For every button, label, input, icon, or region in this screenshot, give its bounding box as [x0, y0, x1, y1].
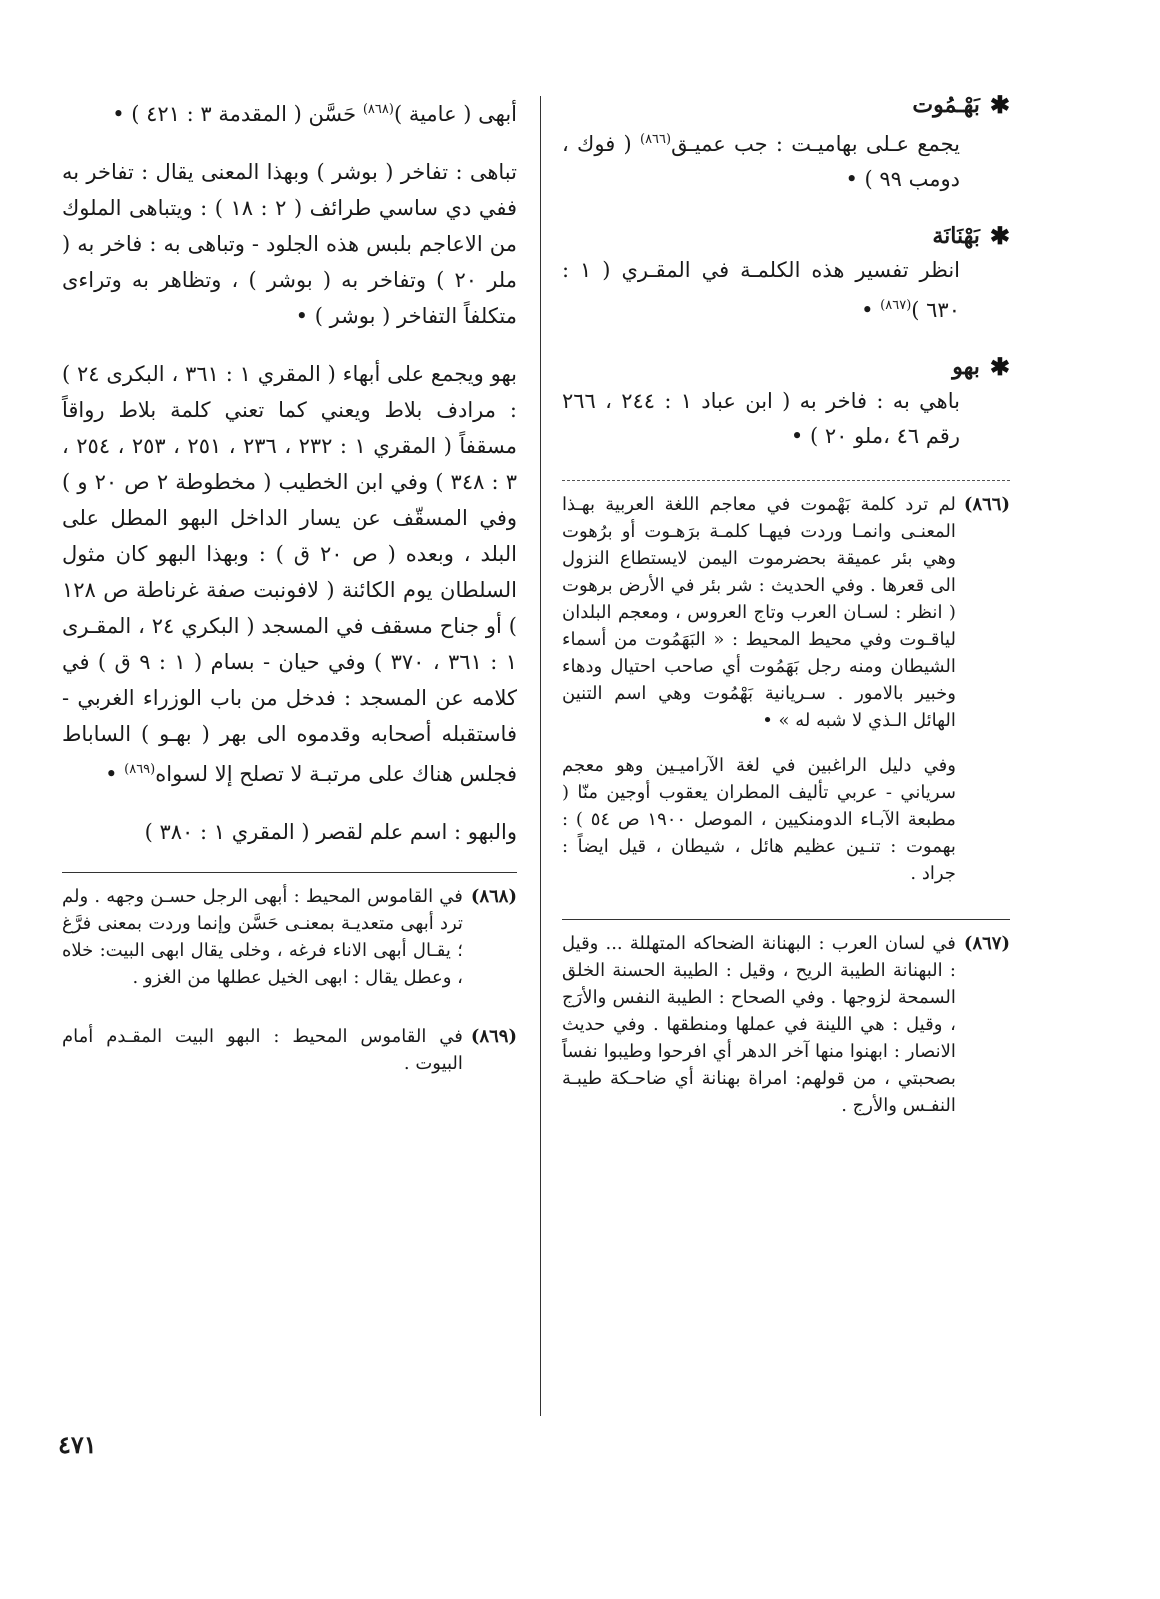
paragraph-bahw: [62, 356, 517, 792]
footnote-number: (٨٦٦): [963, 494, 1010, 515]
asterisk-icon: ✱: [989, 221, 1010, 250]
paragraph-albahw: [62, 814, 517, 850]
footnote-separator: [562, 480, 1010, 481]
paragraph-text: أبهى ( عامية ): [393, 102, 517, 126]
headword-text: بَهْنَانَة: [932, 223, 980, 249]
entry-bahnana: [562, 223, 1010, 328]
column-divider: [540, 96, 541, 1416]
entry-text: انظر تفسير هذه الكلمـة في المقـري ( ١ : ٦٣٠ ): [562, 258, 960, 322]
entry-text-cont: ( فوك ، دومب ٩٩ ) •: [562, 132, 960, 191]
footnote-separator: [562, 919, 1010, 920]
headword: [562, 92, 1010, 118]
entry-body: [562, 122, 1010, 197]
footnote-ref[interactable]: (٨٦٩): [124, 762, 156, 777]
paragraph-text-cont: •: [105, 762, 118, 786]
footnote-paragraph: لم ترد كلمة بَهْموت في معاجم اللغة العربية بهـذا المعنـى وانمـا وردت فيهـا كلمـة برَهـوت أو برُهوت وهي بئر عميقة بحضرموت اليمن لايستطاع النزول الى قعرها . وفي الحديث : شر بئر في الأرض برهوت ( انظر : لسـان العرب وتاج العروس ، ومعجم البلدان لياقـوت وفي محيط المحيط : « البَهَمُوت من أسماء الشيطان ومنه رجل بَهَمُوت أي صاحب احتيال ودهاء وخبير بالامور . سـريانية بَهْمُوت وهي اسم التنين الهائل الـذي لا شبه له » •: [562, 494, 956, 731]
entry-body: [562, 253, 1010, 328]
footnote-867: [562, 930, 1010, 1137]
paragraph-abha: [62, 92, 517, 132]
paragraph-text: تباهى : تفاخر ( بوشر ) وبهذا المعنى يقال : تفاخر به ففي دي ساسي طرائف ( ٢ : ١٨ ) : ويتباهى الملوك من الاعاجم بلبس هذه الجلود - وتباهى به : فاخر به ( ملر ٢٠ ) وتفاخر به ( بوشر ) ، وتظاهر به وتراءى متكلفاً التفاخر ( بوشر ) •: [62, 160, 517, 328]
entry-body: [562, 384, 1010, 454]
entry-bahmut: [562, 92, 1010, 197]
footnote-ref[interactable]: (٨٦٧): [880, 298, 912, 313]
footnote-text: [562, 491, 956, 905]
headword-text: بَهْـمُوت: [912, 92, 980, 118]
footnote-866: [562, 491, 1010, 905]
entry-text: باهي به : فاخر به ( ابن عباد ١ : ٢٤٤ ، ٢٦٦ رقم ٤٦ ،ملو ٢٠ ) •: [562, 389, 960, 448]
footnote-paragraph: في لسان العرب : البهنانة الضحاكه المتهللة ... وقيل : البهنانة الطيبة الريح ، وقيل : الطيبة الحسنة الخلق السمحة لزوجها . وفي الصحاح : الطيبة النفس والأرَج ، وقيل : هي اللينة في عملها ومنطقها . وفي حديث الانصار : ابهنوا منها آخر الدهر أي افرحوا وطيبوا نفساً بصحبتي ، من قولهم: امراة بهنانة أي ضاحـكة طيبـة النفـس والأرج .: [562, 933, 956, 1116]
footnote-separator: [62, 872, 517, 873]
footnote-number: (٨٦٩): [470, 1026, 517, 1047]
paragraph-text: والبهو : اسم علم لقصر ( المقري ١ : ٣٨٠ ): [144, 820, 517, 844]
footnote-paragraph: في القاموس المحيط : أبهى الرجل حسـن وجهه . ولم ترد أبهى متعديـة بمعنـى حَسَّن وإنما وردت بمعنى فرَّغ ؛ يقـال أبهى الاناء فرغه ، وخلى يقال ابهى البيت: خلاه ، وعطل يقال : ابهى الخيل عطلها من الغزو .: [62, 886, 463, 988]
footnote-ref[interactable]: (٨٦٦): [640, 132, 672, 147]
footnote-paragraph: في القاموس المحيط : البهو البيت المقـدم أمام البيوت .: [62, 1026, 463, 1074]
footnote-869: [62, 1023, 517, 1095]
footnote-number: (٨٦٧): [963, 933, 1010, 954]
entry-text: يجمع عـلى بهاميـت : جب عميـق: [671, 132, 960, 156]
footnote-paragraph: وفي دليل الراغبين في لغة الآراميـين وهو معجم سرياني - عربي تأليف المطران يعقوب أوجين منّا ( مطبعة الآبـاء الدومنكيين ، الموصل ١٩٠٠ ص ٥٤ ) : بهموت : تنـين عظيم هائل ، شيطان ، قيل ايضاً : جراد .: [562, 755, 956, 884]
headword: [562, 354, 1010, 380]
footnote-868: [62, 883, 517, 1009]
entry-text-cont: •: [861, 298, 874, 322]
page-number: ٤٧١: [58, 1430, 97, 1459]
footnote-text: [562, 930, 956, 1137]
paragraph-text: بهو ويجمع على أبهاء ( المقري ١ : ٣٦١ ، البكرى ٢٤ ) : مرادف بلاط ويعني كما تعني كلمة بلاط رواقاً مسقفاً ( المقري ١ : ٢٣٢ ، ٢٣٦ ، ٢٥١ ، ٢٥٣ ، ٢٥٤ ، ٣ : ٣٤٨ ) وفي ابن الخطيب ( مخطوطة ٢ ص ٢٠ و ) وفي المسقّف عن يسار الداخل البهو المطل على البلد ، وبعده ( ص ٢٠ ق ) : وبهذا البهو كان مثول السلطان يوم الكائنة ( لافونبت صفة غرناطة ص ١٢٨ ) أو جناح مسقف في المسجد ( البكري ٢٤ ، المقـرى ١ : ٣٦١ ، ٣٧٠ ) وفي حيان - بسام ( ١ : ٩ ق ) في كلامه عن المسجد : فدخل من باب الوزراء الغربي - فاستقبله أصحابه وقدموه الى بهر ( بهـو ) الساباط فجلس هناك على مرتبـة لا تصلح إلا لسواه: [62, 362, 517, 786]
footnote-number: (٨٦٨): [470, 886, 517, 907]
asterisk-icon: ✱: [989, 90, 1010, 119]
right-column: [562, 92, 1010, 1151]
headword: [562, 223, 1010, 249]
asterisk-icon: ✱: [989, 352, 1010, 381]
paragraph-tabaha: [62, 154, 517, 334]
headword-text: بهو: [952, 354, 980, 380]
entry-bahw: [562, 354, 1010, 454]
footnote-text: [62, 1023, 463, 1095]
left-column: [62, 92, 517, 1109]
footnote-ref[interactable]: (٨٦٨): [362, 102, 394, 117]
footnote-text: [62, 883, 463, 1009]
paragraph-text-cont: حَسَّن ( المقدمة ٣ : ٤٢١ ) •: [112, 102, 357, 126]
